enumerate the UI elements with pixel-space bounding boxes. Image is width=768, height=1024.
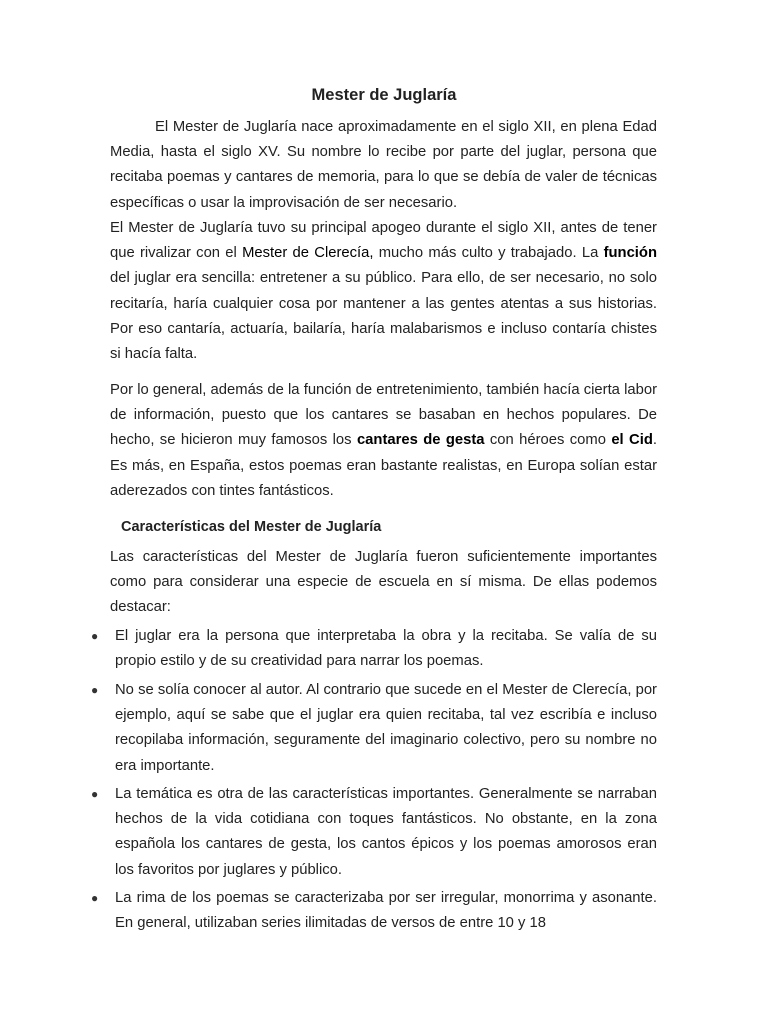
list-item-text: El juglar era la persona que interpretaba la obra y la recitaba. Se valía de su propio estilo y de su creatividad para narrar los poemas. bbox=[115, 628, 657, 670]
funcion-bold-term: función bbox=[603, 245, 657, 262]
bullet-icon: ● bbox=[91, 787, 99, 801]
intro-paragraph-3-text-c: . Es más, en España, estos poemas eran bastante realistas, en Europa solían estar aderezados con tintes fantásticos. bbox=[110, 432, 658, 499]
bullet-icon: ● bbox=[91, 629, 99, 643]
intro-paragraph-2-text-a: El Mester de Juglaría tuvo su principal apogeo durante el siglo XII, antes de tener que rivalizar con el bbox=[110, 220, 657, 262]
intro-paragraph-3-text-b: con héroes como bbox=[484, 432, 612, 449]
intro-paragraph-3-text-a: Por lo general, además de la función de entretenimiento, también hacía cierta labor de información, puesto que los cantares se basaban en hechos populares. De hecho, se hicieron muy famosos los bbox=[110, 382, 657, 449]
intro-paragraph-3 bbox=[110, 378, 657, 504]
list-item-text: La temática es otra de las características importantes. Generalmente se narraban hechos de la vida cotidiana con toques fantásticos. No obstante, en la zona española los cantares de gesta, los cantos épicos y los poemas amorosos eran los favoritos por juglares y público. bbox=[115, 786, 657, 878]
el-cid-bold-term: el Cid bbox=[611, 432, 653, 449]
intro-paragraph-2-text-c: del juglar era sencilla: entretener a su público. Para ello, de ser necesario, no solo recitaría, haría cualquier cosa por mantener a las gentes atentas a sus historias. Por eso cantaría, actuaría, bailaría, haría malabarismos e incluso contaría chistes si hacía falta. bbox=[110, 270, 657, 363]
section-lead-paragraph: Las características del Mester de Juglaría fueron suficientemente importantes como para considerar una especie de escuela en sí misma. De ellas podemos destacar: bbox=[110, 549, 657, 616]
cantares-de-gesta-bold-term: cantares de gesta bbox=[356, 432, 485, 449]
list-item-text: No se solía conocer al autor. Al contrario que sucede en el Mester de Clerecía, por ejemplo, aquí se sabe que el juglar era quien recitaba, tal vez escribía e incluso recopilaba información, seguramente del imaginario colectivo, pero su nombre no era importante. bbox=[115, 682, 657, 774]
bullet-icon: ● bbox=[91, 891, 99, 905]
intro-paragraph-2 bbox=[110, 216, 657, 367]
bullet-icon: ● bbox=[91, 683, 99, 697]
section-heading: Características del Mester de Juglaría bbox=[121, 519, 382, 535]
mester-de-clerecia-link[interactable]: Mester de Clerecía, bbox=[242, 245, 374, 262]
list-item-text: La rima de los poemas se caracterizaba por ser irregular, monorrima y asonante. En general, utilizaban series ilimitadas de versos de entre 10 y 18 bbox=[115, 890, 657, 932]
intro-paragraph-2-text-b: mucho más culto y trabajado. La bbox=[373, 245, 604, 262]
intro-paragraph-1: El Mester de Juglaría nace aproximadamente en el siglo XII, en plena Edad Media, hasta el siglo XV. Su nombre lo recibe por parte del juglar, persona que recitaba poemas y cantares de memoria, para lo que se debía de valer de técnicas específicas o usar la improvisación de ser necesario. bbox=[110, 119, 657, 211]
page-title: Mester de Juglaría bbox=[311, 86, 457, 104]
